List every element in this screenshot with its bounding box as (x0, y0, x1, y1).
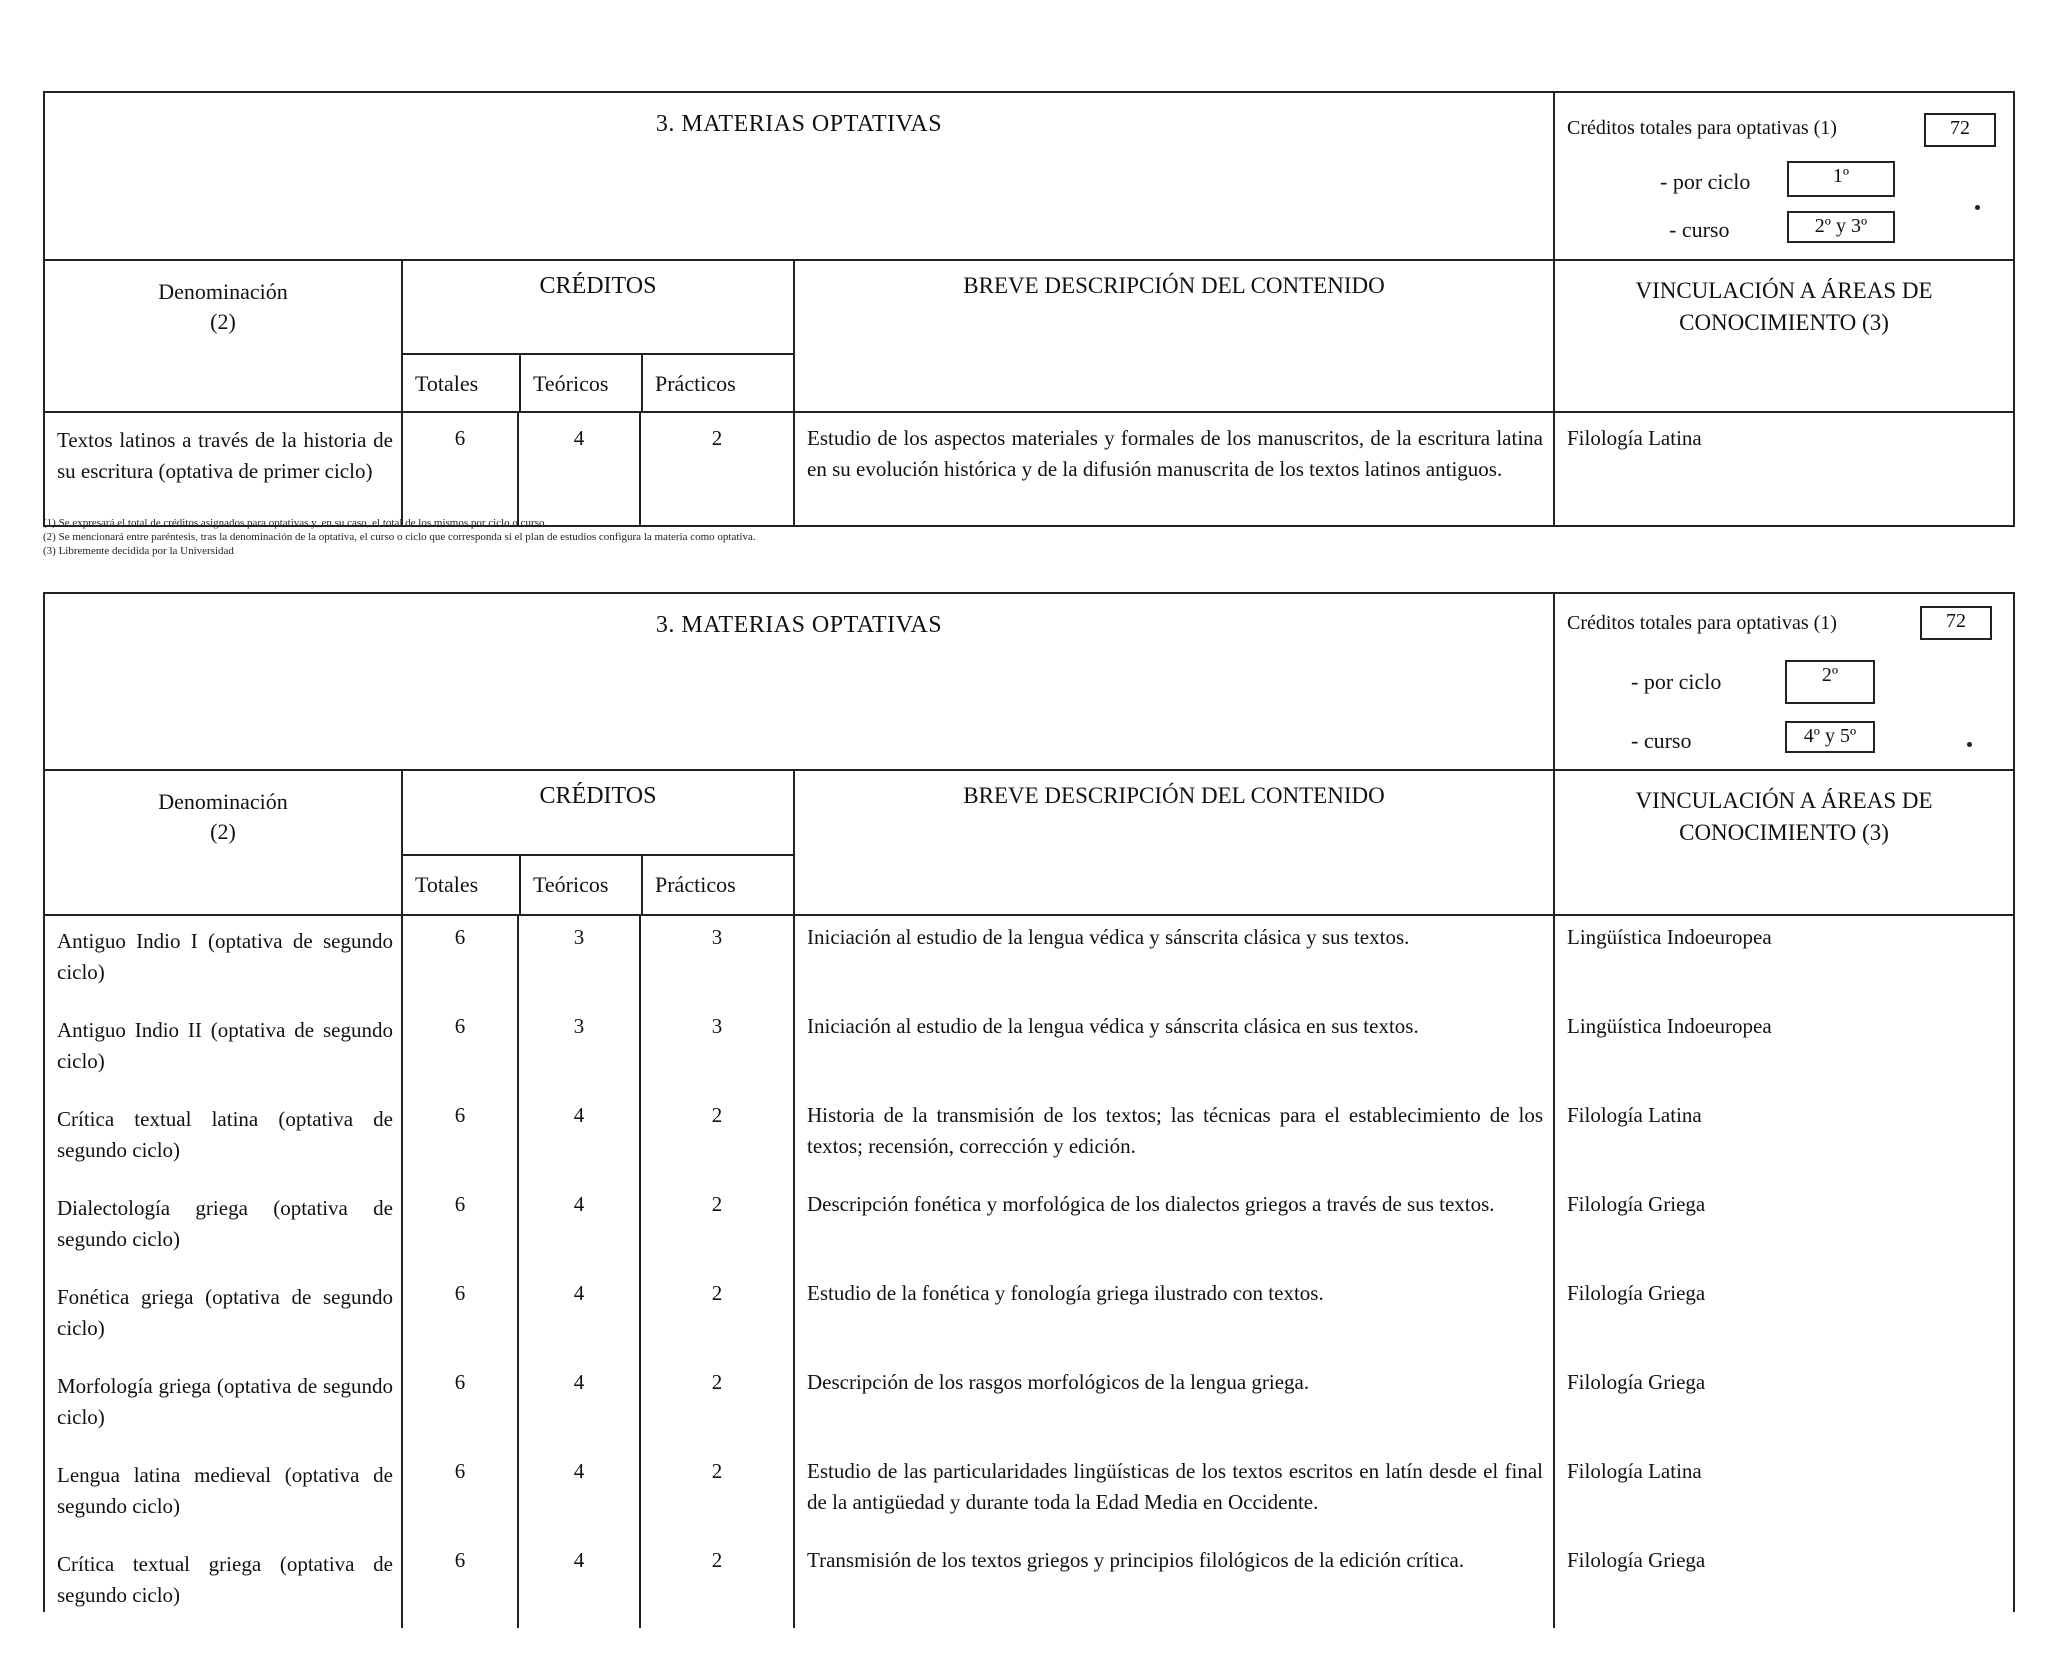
header-creditos: CRÉDITOS (539, 783, 657, 809)
cell-teoricos: 4 (517, 1361, 639, 1450)
cell-totales: 6 (401, 916, 517, 1005)
cell-denominacion: Antiguo Indio I (optativa de segundo ciclo) (57, 929, 393, 984)
cell-teoricos: 4 (517, 1183, 639, 1272)
table-row (45, 1094, 2013, 1183)
cell-practicos: 2 (639, 1539, 793, 1628)
header-vinculacion: VINCULACIÓN A ÁREAS DE CONOCIMIENTO (3) (1635, 788, 1933, 845)
cell-area: Lingüística Indoeuropea (1553, 1005, 2013, 1094)
cell-descripcion: Estudio de la fonética y fonología griega ilustrado con textos. (793, 1272, 1553, 1361)
cell-totales: 6 (401, 413, 517, 527)
table-row (45, 413, 2013, 527)
cell-totales: 6 (401, 1094, 517, 1183)
cell-area: Filología Griega (1553, 1183, 2013, 1272)
ciclo-label: - por ciclo (1660, 169, 1751, 194)
header-totales: Totales (415, 872, 479, 897)
table-row (45, 916, 2013, 1005)
cell-denominacion: Fonética griega (optativa de segundo ciclo) (57, 1285, 393, 1340)
curso-box: 2º y 3º (1787, 211, 1895, 243)
header-vinculacion: VINCULACIÓN A ÁREAS DE CONOCIMIENTO (3) (1635, 278, 1933, 335)
credits-total-box: 72 (1920, 606, 1992, 640)
header-teoricos: Teóricos (519, 355, 641, 411)
table-row (45, 1361, 2013, 1450)
cell-descripcion: Descripción de los rasgos morfológicos de la lengua griega. (793, 1361, 1553, 1450)
cell-denominacion: Dialectología griega (optativa de segundo ciclo) (57, 1196, 393, 1251)
optativas-table-2 (43, 592, 2015, 1612)
cell-practicos: 3 (639, 916, 793, 1005)
cell-descripcion: Iniciación al estudio de la lengua védica y sánscrita clásica en sus textos. (793, 1005, 1553, 1094)
header-totales: Totales (415, 371, 479, 396)
cell-totales: 6 (401, 1005, 517, 1094)
cell-practicos: 2 (639, 1450, 793, 1539)
cell-area: Filología Latina (1553, 413, 2013, 527)
cell-denominacion: Crítica textual latina (optativa de segundo ciclo) (57, 1107, 393, 1162)
cell-totales: 6 (401, 1450, 517, 1539)
header-descripcion: BREVE DESCRIPCIÓN DEL CONTENIDO (963, 783, 1385, 808)
ciclo-box: 1º (1787, 161, 1895, 197)
cell-teoricos: 3 (517, 1005, 639, 1094)
scan-dot (1975, 205, 1980, 210)
table-row (45, 1272, 2013, 1361)
cell-teoricos: 3 (517, 916, 639, 1005)
cell-descripcion: Transmisión de los textos griegos y principios filológicos de la edición crítica. (793, 1539, 1553, 1628)
cell-teoricos: 4 (517, 1094, 639, 1183)
footnote-2: (2) Se mencionará entre paréntesis, tras la denominación de la optativa, el curso o ciclo que corresponda si el plan de estudios configura la materia como optativa. (43, 531, 756, 543)
cell-totales: 6 (401, 1361, 517, 1450)
cell-descripcion: Estudio de los aspectos materiales y formales de los manuscritos, de la escritura latina en su evolución histórica y de la difusión manuscrita de los textos latinos antiguos. (793, 413, 1553, 527)
header-descripcion: BREVE DESCRIPCIÓN DEL CONTENIDO (963, 273, 1385, 298)
ciclo-box: 2º (1785, 660, 1875, 704)
table-header (45, 594, 2013, 771)
header-creditos-group (401, 261, 793, 411)
cell-denominacion: Lengua latina medieval (optativa de segundo ciclo) (57, 1463, 393, 1518)
credits-total-label: Créditos totales para optativas (1) (1567, 117, 1837, 139)
cell-totales: 6 (401, 1272, 517, 1361)
footnotes (43, 516, 756, 558)
header-creditos-group (401, 771, 793, 914)
cell-area: Lingüística Indoeuropea (1553, 916, 2013, 1005)
curso-box: 4º y 5º (1785, 721, 1875, 753)
header-denominacion: Denominación (2) (158, 789, 288, 844)
cell-area: Filología Griega (1553, 1272, 2013, 1361)
cell-practicos: 2 (639, 1361, 793, 1450)
column-headers (45, 771, 2013, 916)
table-title: 3. MATERIAS OPTATIVAS (655, 612, 943, 638)
cell-denominacion: Antiguo Indio II (optativa de segundo ciclo) (57, 1018, 393, 1073)
header-practicos: Prácticos (641, 355, 793, 411)
cell-teoricos: 4 (517, 1450, 639, 1539)
credits-summary (1553, 594, 2013, 769)
cell-area: Filología Latina (1553, 1450, 2013, 1539)
table-body (45, 413, 2013, 527)
cell-teoricos: 4 (517, 413, 639, 527)
cell-denominacion: Crítica textual griega (optativa de segundo ciclo) (57, 1552, 393, 1607)
table-header (45, 93, 2013, 261)
footnote-1: (1) Se expresará el total de créditos asignados para optativas y, en su caso, el total de los mismos por ciclo o curso. (43, 517, 548, 529)
ciclo-label: - por ciclo (1631, 669, 1722, 694)
cell-denominacion: Morfología griega (optativa de segundo ciclo) (57, 1374, 393, 1429)
cell-area: Filología Griega (1553, 1539, 2013, 1628)
curso-label: - curso (1669, 217, 1730, 242)
cell-totales: 6 (401, 1183, 517, 1272)
header-practicos: Prácticos (641, 856, 793, 914)
cell-area: Filología Latina (1553, 1094, 2013, 1183)
cell-teoricos: 4 (517, 1272, 639, 1361)
column-headers (45, 261, 2013, 413)
cell-practicos: 2 (639, 413, 793, 527)
cell-practicos: 2 (639, 1183, 793, 1272)
scan-dot (1967, 742, 1972, 747)
cell-descripcion: Historia de la transmisión de los textos; las técnicas para el establecimiento de los textos; recensión, corrección y edición. (793, 1094, 1553, 1183)
cell-area: Filología Griega (1553, 1361, 2013, 1450)
cell-practicos: 2 (639, 1094, 793, 1183)
cell-descripcion: Estudio de las particularidades lingüísticas de los textos escritos en latín desde el final de la antigüedad y durante toda la Edad Media en Occidente. (793, 1450, 1553, 1539)
header-creditos: CRÉDITOS (539, 273, 657, 299)
table-title: 3. MATERIAS OPTATIVAS (655, 111, 943, 137)
table-row (45, 1539, 2013, 1628)
footnote-3: (3) Libremente decidida por la Universidad (43, 545, 234, 557)
curso-label: - curso (1631, 728, 1692, 753)
cell-practicos: 3 (639, 1005, 793, 1094)
credits-total-box: 72 (1924, 113, 1996, 147)
table-row (45, 1450, 2013, 1539)
credits-summary (1553, 93, 2013, 259)
cell-denominacion: Textos latinos a través de la historia de su escritura (optativa de primer ciclo) (57, 428, 393, 483)
optativas-table-1 (43, 91, 2015, 527)
credits-total-label: Créditos totales para optativas (1) (1567, 612, 1837, 634)
cell-totales: 6 (401, 1539, 517, 1628)
header-teoricos: Teóricos (519, 856, 641, 914)
table-body (45, 916, 2013, 1628)
header-denominacion: Denominación (2) (158, 279, 288, 334)
table-row (45, 1183, 2013, 1272)
table-row (45, 1005, 2013, 1094)
cell-descripcion: Iniciación al estudio de la lengua védica y sánscrita clásica y sus textos. (793, 916, 1553, 1005)
cell-practicos: 2 (639, 1272, 793, 1361)
cell-descripcion: Descripción fonética y morfológica de los dialectos griegos a través de sus textos. (793, 1183, 1553, 1272)
cell-teoricos: 4 (517, 1539, 639, 1628)
